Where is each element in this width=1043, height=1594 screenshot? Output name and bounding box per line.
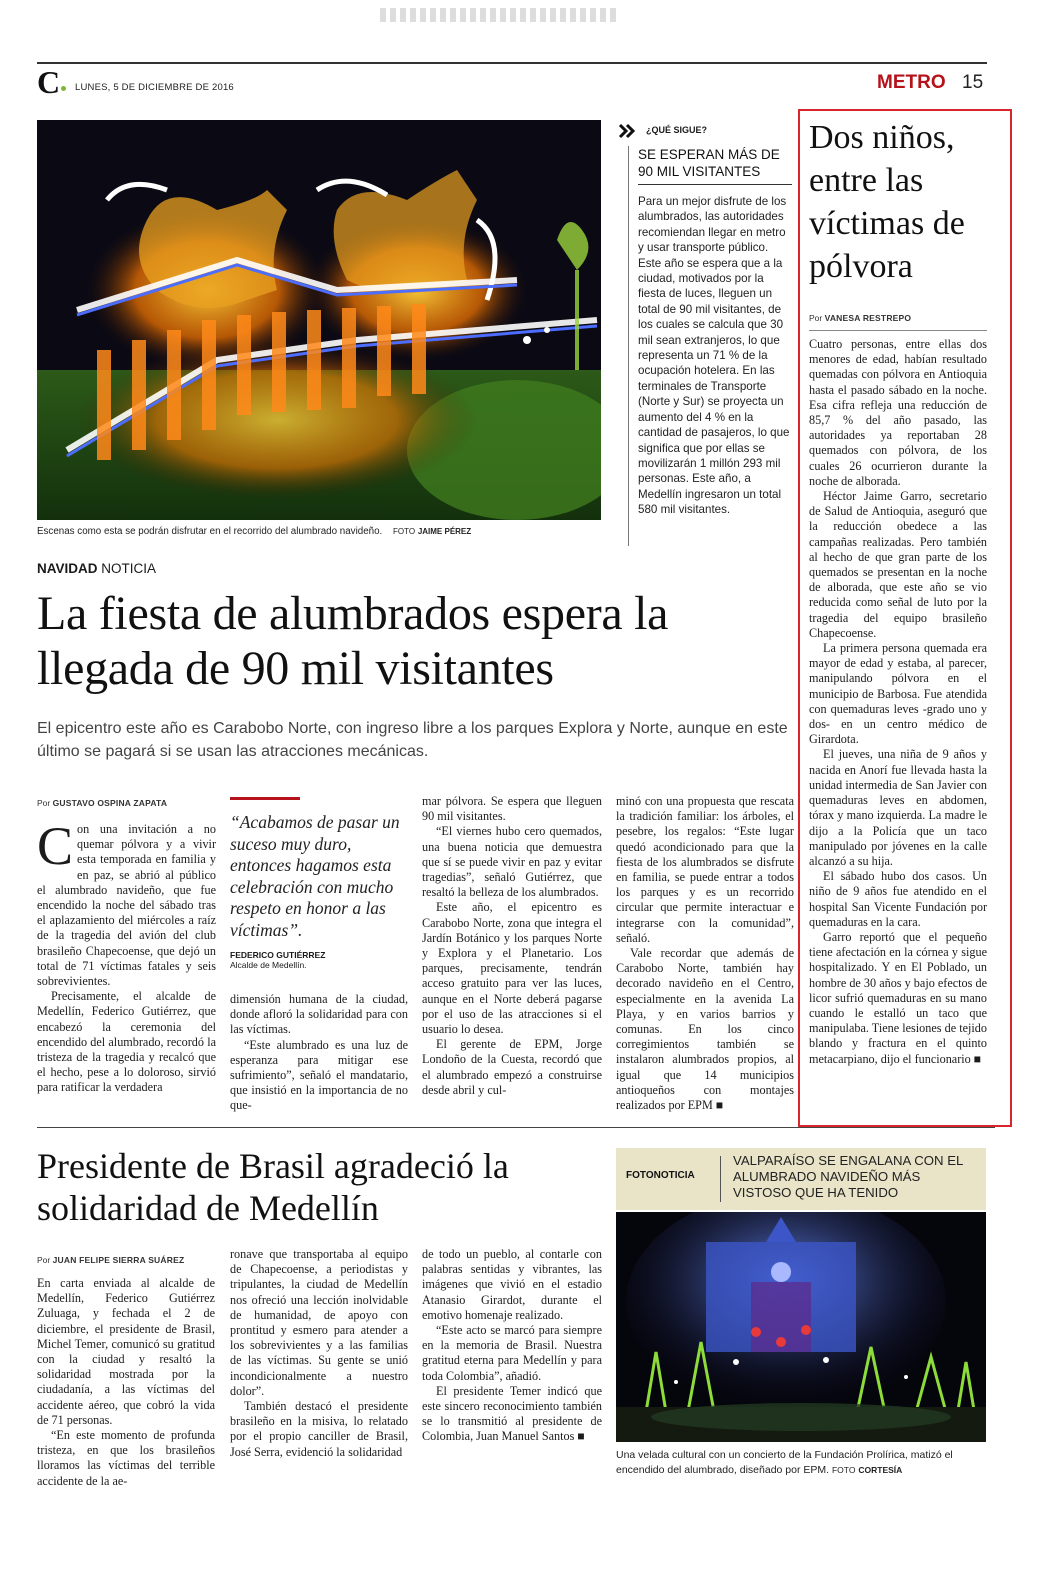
que-sigue-text: Para un mejor disfrute de los alumbrados, las autoridades recomiendan llegar en metro y usar transporte público. Este año se espera que a la ciudad, motivados por la fiesta de luces, lleguen un total de 90 mil visitantes, de los cuales se calcula que 30 mil sean extranjeros, lo que representa un 71 % de la ocupación hotelera. En las terminales de Transporte (Norte y Sur) se proyecta un aumento del 4 % en la cantidad de pasajeros, lo que significa que por ellas se movilizarán 1 millón 293 mil personas. Este año, a Medellín ingresaron un total 580 mil visitantes. xyxy=(638,195,790,517)
brasil-col2-p1: ronave que transportaba al equipo de Chapecoense, a periodistas y tripulantes, la ciudad de Medellín nos ofreció una lección inolvidable de humanidad, de apoyo con prontitud y esmero para atender a los sobrevivientes y a las familias de las víctimas. Su gente se unió incondicionalmente a nuestro dolor”. xyxy=(230,1247,408,1398)
caption-credit-label: FOTO xyxy=(393,527,416,536)
que-sigue-box xyxy=(616,120,792,545)
brasil-byline-author: JUAN FELIPE SIERRA SUÁREZ xyxy=(52,1255,185,1265)
main-col3-p3: Este año, el epicentro es Carabobo Norte, zona que integra el Jardín Botánico y los parques Norte y Explora y el Planetario. Los parques, precisamente, tendrán acceso gratuito para ver las luces, aunque en el Norte deberá pagarse por el uso de las atracciones si el usuario lo desea. xyxy=(422,900,602,1037)
type-tag: NOTICIA xyxy=(101,561,157,576)
caption-credit: JAIME PÉREZ xyxy=(417,527,472,536)
logo: C xyxy=(37,64,61,100)
brasil-col3-p3: El presidente Temer indicó que este sincero reconocimiento también se lo transmitió al presidente de Colombia, Juan Manuel Santos ■ xyxy=(422,1383,602,1444)
main-photo xyxy=(37,120,601,520)
brasil-byline xyxy=(37,1255,184,1265)
pull-quote-rule xyxy=(230,797,300,800)
masthead-rule xyxy=(37,62,987,64)
brasil-byline-prefix: Por xyxy=(37,1255,51,1265)
fotonoticia-caption-text: Una velada cultural con un concierto de la Fundación Prolírica, matizó el encendido del alumbrado, diseñado por EPM. xyxy=(616,1449,953,1476)
main-col3-p4: El gerente de EPM, Jorge Londoño de la Cuesta, recordó que el alumbrado empezó a construirse desde abril y cul- xyxy=(422,1037,602,1097)
masthead xyxy=(37,62,987,98)
polvora-p3: La primera persona quemada era mayor de edad y estaba, al parecer, manipulando pólvora en el municipio de Barbosa. Fue atendida con quemaduras leves -grado uno y dos- en un centro médico de Girardota. xyxy=(809,641,987,747)
main-col2-p1: dimensión humana de la ciudad, donde afloró la solidaridad para con las víctimas. xyxy=(230,992,408,1037)
main-col1-p1: on una invitación a no quemar pólvora y a vivir esta temporada en familia y en paz, se abrió al público el alumbrado navideño, que fue encendido la noche del sábado tras el aplazamiento del miércoles a raíz de la tragedia del avión del club brasileño Chapecoense, que dejó un total de 71 víctimas fatales y seis sobrevivientes. xyxy=(37,822,216,989)
byline-author: GUSTAVO OSPINA ZAPATA xyxy=(52,798,168,808)
main-col2-p2: “Este alumbrado es una luz de esperanza para mitigar ese sufrimiento”, señaló el mandatario, que insistió en la importancia de no que- xyxy=(230,1037,408,1113)
polvora-headline: Dos niños, entre las víctimas de pólvora xyxy=(809,119,965,285)
page-number: 15 xyxy=(962,72,984,93)
main-col-2 xyxy=(230,992,408,1114)
polvora-p6: Garro reportó que el pequeño tiene afectación en la córnea y sigue hospitalizado. Y en El Poblado, un hombre de 30 años y bajo efectos de licor sufrió quemaduras en su mano cuando le estalló un taco que manipulaba. Tiene lesiones de tejido blando y fractura en el quinto metacarpiano, dijo el funcionario ■ xyxy=(809,929,987,1066)
main-col3-p1: mar pólvora. Se espera que lleguen 90 mil visitantes. xyxy=(422,794,602,824)
pull-quote-author: FEDERICO GUTIÉRREZ xyxy=(230,950,326,960)
main-headline: La fiesta de alumbrados espera la llegada de 90 mil visitantes xyxy=(37,587,669,695)
polvora-byline-rule xyxy=(809,330,987,331)
byline-prefix: Por xyxy=(37,798,51,808)
section-divider xyxy=(37,1127,995,1128)
top-stamp xyxy=(380,8,620,22)
logo-dot xyxy=(61,86,66,91)
fotonoticia-vrule xyxy=(720,1156,721,1202)
polvora-p4: El jueves, una niña de 9 años y nacida en Anorí fue llevada hasta la unidad intermedia de San Javier con quemaduras leves en abdomen, tórax y mano izquierda. La madre le dijo a la Policía que un taco manipulado por jóvenes en la calle alcanzó a su hija. xyxy=(809,747,987,868)
brasil-col1-p2: “En este momento de profunda tristeza, en que los brasileños lloramos las víctimas del terrible accidente de la ae- xyxy=(37,1428,215,1488)
fotonoticia-photo xyxy=(616,1212,986,1442)
brasil-col-2 xyxy=(230,1247,408,1460)
main-deck: El epicentro este año es Carabobo Norte, con ingreso libre a los parques Explora y Norte, aunque en este último se pagará si se usan las atracciones mecánicas. xyxy=(37,720,788,760)
que-sigue-headline: SE ESPERAN MÁS DE 90 MIL VISITANTES xyxy=(638,147,780,179)
main-col4-p1: minó con una propuesta que rescata la tradición familiar: los árboles, el pesebre, los regalos: “Este lugar quedó acondicionado para que la fiesta de los alumbrados se disfrute en familia, se puede entrar a todos los parques y es un recorrido circular que permite interactuar e integrarse con la comunidad”, señaló. xyxy=(616,794,794,945)
brasil-col2-p2: También destacó el presidente brasileño en la misiva, lo relatado por el propio canciller de Brasil, José Serra, evidenció la solidaridad xyxy=(230,1399,408,1459)
que-sigue-rule xyxy=(638,184,792,185)
chevron-icon xyxy=(618,122,638,140)
brasil-col3-p2: “Este acto se marcó para siempre en la memoria de Brasil. Nuestra gratitud eterna para Medellín y para toda Colombia”, añadió. xyxy=(422,1323,602,1383)
main-photo-caption xyxy=(37,526,601,537)
brasil-headline: Presidente de Brasil agradeció la solidaridad de Medellín xyxy=(37,1146,509,1228)
main-col4-p2: Vale recordar que además de Carabobo Norte, también hay decorado navideño en el Centro, especialmente en la avenida La Playa, y en varios barrios y comunas. En los cinco corregimientos también se instalaron alumbrados propios, al igual que 14 municipios antioqueños con montajes realizados por EPM ■ xyxy=(616,946,794,1113)
polvora-p1: Cuatro personas, entre ellas dos menores de edad, habían resultado quemadas con pólvora en Antioquia hasta el pasado sábado en la noche. Esa cifra refleja una reducción de 85,7 % del año pasado, las autoridades ya reportaban 28 quemados con pólvora, de los cuales 26 ocurrieron durante la noche de alborada. xyxy=(809,337,987,488)
fotonoticia-headline: VALPARAÍSO SE ENGALANA CON EL ALUMBRADO NAVIDEÑO MÁS VISTOSO QUE HA TENIDO xyxy=(733,1153,963,1200)
fotonoticia-credit-label: FOTO xyxy=(831,1464,856,1475)
pull-quote-text: “Acabamos de pasar un suceso muy duro, entonces hagamos esta celebración con mucho respeto en honor a las víctimas”. xyxy=(230,812,400,940)
main-byline xyxy=(37,798,167,808)
fotonoticia-caption xyxy=(616,1448,988,1477)
section-tag: NAVIDAD xyxy=(37,561,98,576)
polvora-p2: Héctor Jaime Garro, secretario de Salud de Antioquia, aseguró que la reducción obedece a las campañas realizadas. Pero también al hecho de que gran parte de los quemados se presentan en la noche de alborada, que este año se vio reducida como señal de luto por la tragedia del equipo brasileño Chapecoense. xyxy=(809,489,987,640)
que-sigue-kicker: ¿QUÉ SIGUE? xyxy=(646,125,708,135)
que-sigue-vrule xyxy=(628,146,629,546)
section-name: METRO xyxy=(877,72,946,93)
lights-illustration xyxy=(37,120,601,520)
brasil-col-1 xyxy=(37,1276,215,1489)
main-col3-p2: “El viernes hubo cero quemados, una buena noticia que demuestra que sí se puede vivir en paz y evitar tragedias”, señaló Gutiérrez, que resaltó la belleza de los alumbrados. xyxy=(422,824,602,900)
header-date: LUNES, 5 DE DICIEMBRE DE 2016 xyxy=(75,82,234,93)
polvora-p5: El sábado hubo dos casos. Un niño de 9 años fue atendido en el hospital San Vicente Fundación por quemaduras en la cara. xyxy=(809,869,987,929)
section-tags xyxy=(37,561,156,576)
main-col-3 xyxy=(422,794,602,1098)
polvora-byline-prefix: Por xyxy=(809,313,823,323)
polvora-byline xyxy=(809,313,911,323)
caption-text: Escenas como esta se podrán disfrutar en el recorrido del alumbrado navideño. xyxy=(37,526,383,537)
brasil-col1-p1: En carta enviada al alcalde de Medellín, Federico Gutiérrez Zuluaga, y fechada el 2 de diciembre, el presidente de Brasil, Michel Temer, comunicó su gratitud con la ciudad y resaltó la solidaridad mostrada por la ciudadanía, a las víctimas del accidente aéreo, que cobró la vida de 71 personas. xyxy=(37,1276,215,1427)
fotonoticia-header xyxy=(616,1148,986,1210)
brasil-col3-p1: de todo un pueblo, al contarle con palabras sentidas y vibrantes, las imágenes que vivió en el estadio Atanasio Girardot, durante el emotivo homenaje realizado. xyxy=(422,1247,602,1322)
main-col-4 xyxy=(616,794,794,1113)
fotonoticia-illustration xyxy=(616,1212,986,1442)
fotonoticia-label: FOTONOTICIA xyxy=(626,1170,695,1181)
fotonoticia-credit: CORTESÍA xyxy=(858,1464,903,1475)
main-col-1 xyxy=(37,816,216,1096)
main-col1-p2: Precisamente, el alcalde de Medellín, Federico Gutiérrez, que encabezó la ceremonia del encendido del alumbrado, recordó la tristeza de la tragedia y recalcó que el hecho, pese a lo doloroso, sirvió para ratificar la verdadera xyxy=(37,989,216,1095)
brasil-col-3 xyxy=(422,1247,602,1445)
pull-quote-role: Alcalde de Medellín. xyxy=(230,960,307,970)
pull-quote xyxy=(230,797,408,970)
dropcap: C xyxy=(37,816,74,876)
polvora-text xyxy=(809,337,987,1067)
polvora-byline-author: VANESA RESTREPO xyxy=(824,313,912,323)
